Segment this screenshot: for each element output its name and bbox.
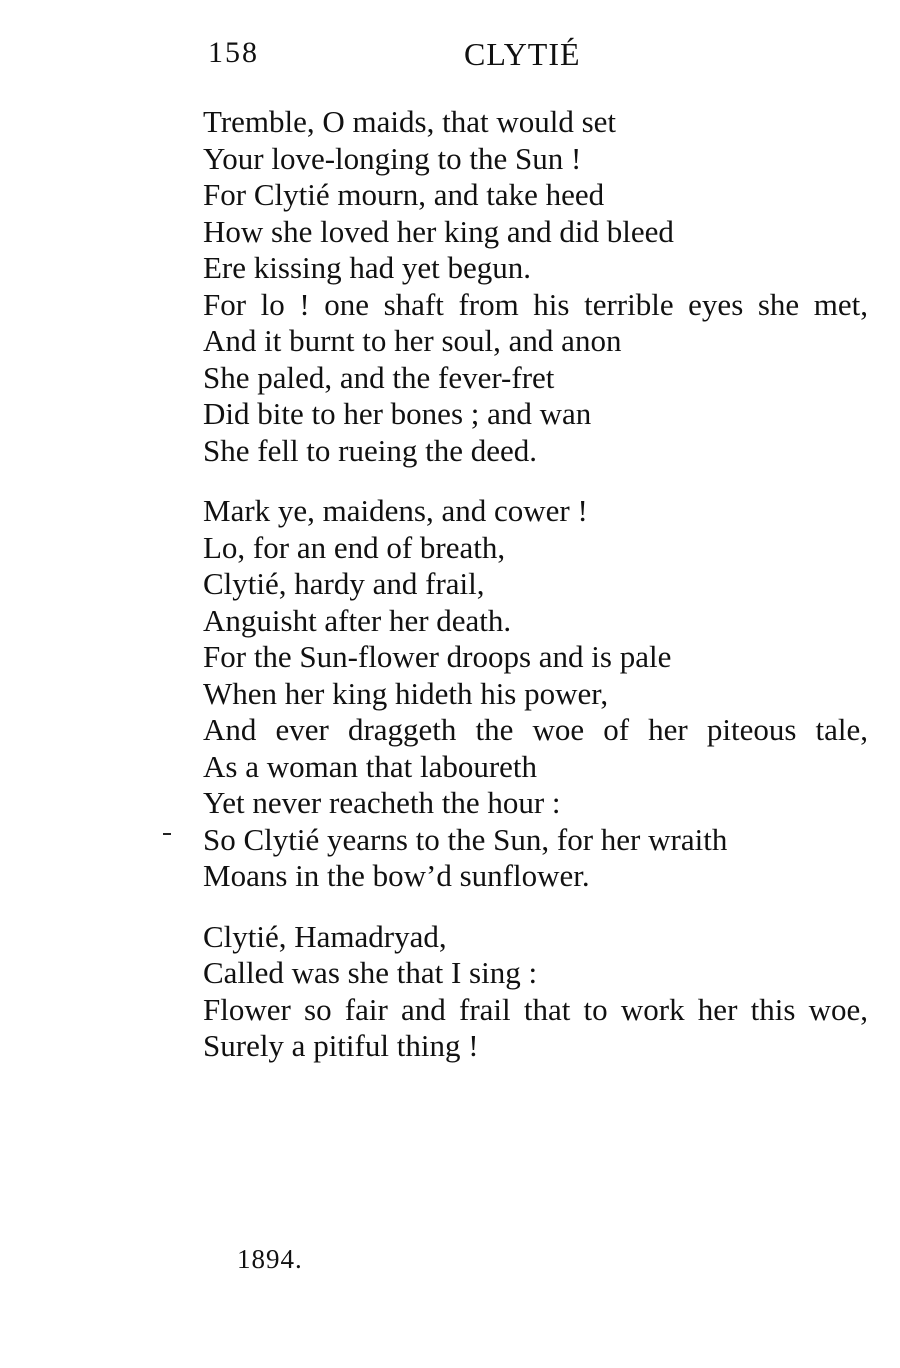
poem-line: Ere kissing had yet begun. <box>203 250 532 285</box>
poem-date: 1894. <box>237 1244 303 1274</box>
poem-line: Tremble, O maids, that would set <box>203 104 617 139</box>
poem-line: How she loved her king and did bleed <box>203 213 674 249</box>
margin-mark <box>163 833 171 835</box>
poem-line: Clytié, hardy and frail, <box>203 566 485 601</box>
poem-line: For Clytié mourn, and take heed <box>203 177 605 212</box>
poem-line: Mark ye, maidens, and cower ! <box>203 493 588 528</box>
poem-line: Clytié, Hamadryad, <box>203 918 447 954</box>
stanza-2 <box>203 493 868 895</box>
running-head <box>208 36 628 76</box>
running-title: CLYTIÉ <box>464 36 581 72</box>
poem-line: When her king hideth his power, <box>203 675 609 711</box>
poem-line: Called was she that I sing : <box>203 955 538 990</box>
stanza-1 <box>203 104 868 469</box>
poem-line: Your love-longing to the Sun ! <box>203 140 582 176</box>
poem-line: She paled, and the fever-fret <box>203 359 555 395</box>
poem-line: Lo, for an end of breath, <box>203 529 506 565</box>
poem-line: Did bite to her bones ; and wan <box>203 396 592 431</box>
page-number: 158 <box>208 36 259 69</box>
poem-body <box>203 104 868 1089</box>
poem-line-wrapped: And ever draggeth the woe of her piteous tale, <box>203 712 868 747</box>
poem-line: For the Sun-flower droops and is pale <box>203 639 672 674</box>
poem-line: And it burnt to her soul, and anon <box>203 323 622 358</box>
poem-line: So Clytié yearns to the Sun, for her wraith <box>203 821 728 857</box>
poem-line: Yet never reacheth the hour : <box>203 785 561 820</box>
poem-line: As a woman that laboureth <box>203 748 538 784</box>
poem-line: Surely a pitiful thing ! <box>203 1028 479 1063</box>
stanza-3 <box>203 919 868 1065</box>
poem-line: Moans in the bow’d sunflower. <box>203 858 590 893</box>
poem-line: Anguisht after her death. <box>203 602 512 638</box>
poem-line-wrapped: For lo ! one shaft from his terrible eyes she met, <box>203 286 868 322</box>
poem-line: She fell to rueing the deed. <box>203 432 538 468</box>
poem-line-wrapped: Flower so fair and frail that to work her this woe, <box>203 991 868 1027</box>
